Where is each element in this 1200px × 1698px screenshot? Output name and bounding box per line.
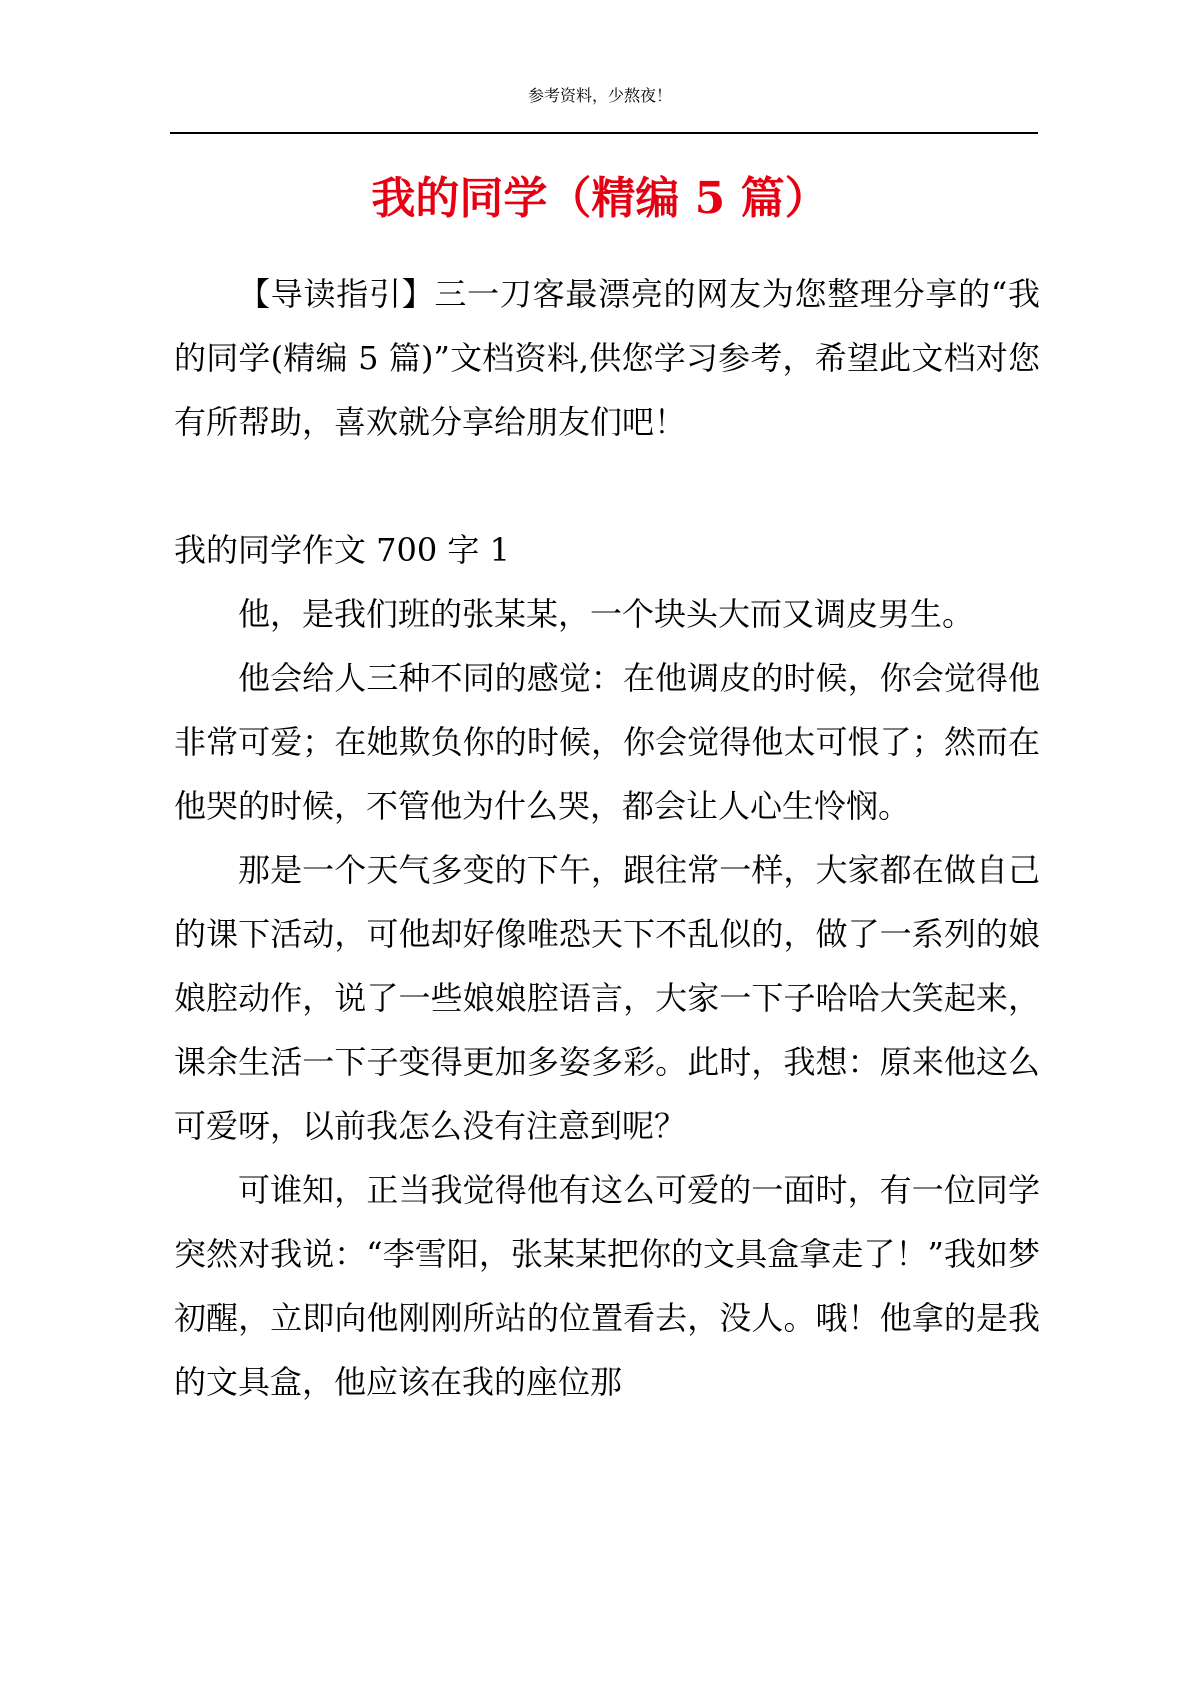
document-title: 我的同学（精编 5 篇） <box>371 173 829 225</box>
document-body <box>174 262 1040 1414</box>
header-note: 参考资料，少熬夜！ <box>527 86 672 105</box>
body-paragraph-3: 那是一个天气多变的下午，跟往常一样，大家都在做自己的课下活动，可他却好像唯恐天下不乱似的，做了一系列的娘娘腔动作，说了一些娘娘腔语言，大家一下子哈哈大笑起来，课余生活一下子变得更加多姿多彩。此时，我想：原来他这么可爱呀，以前我怎么没有注意到呢？ <box>174 851 1040 1145</box>
intro-paragraph: 【导读指引】三一刀客最漂亮的网友为您整理分享的“我的同学(精编 5 篇)”文档资料,供您学习参考，希望此文档对您有所帮助，喜欢就分享给朋友们吧！ <box>174 275 1040 441</box>
section-heading: 我的同学作文 700 字 1 <box>174 531 510 569</box>
body-paragraph-2: 他会给人三种不同的感觉：在他调皮的时候，你会觉得他非常可爱；在她欺负你的时候，你会觉得他太可恨了；然而在他哭的时候，不管他为什么哭，都会让人心生怜悯。 <box>174 659 1040 825</box>
body-paragraph-4: 可谁知，正当我觉得他有这么可爱的一面时，有一位同学突然对我说：“李雪阳，张某某把你的文具盒拿走了！”我如梦初醒，立即向他刚刚所站的位置看去，没人。哦！他拿的是我的文具盒，他应该在我的座位那 <box>174 1171 1040 1401</box>
body-paragraph-1: 他，是我们班的张某某，一个块头大而又调皮男生。 <box>238 595 975 633</box>
header-divider <box>170 132 1038 134</box>
